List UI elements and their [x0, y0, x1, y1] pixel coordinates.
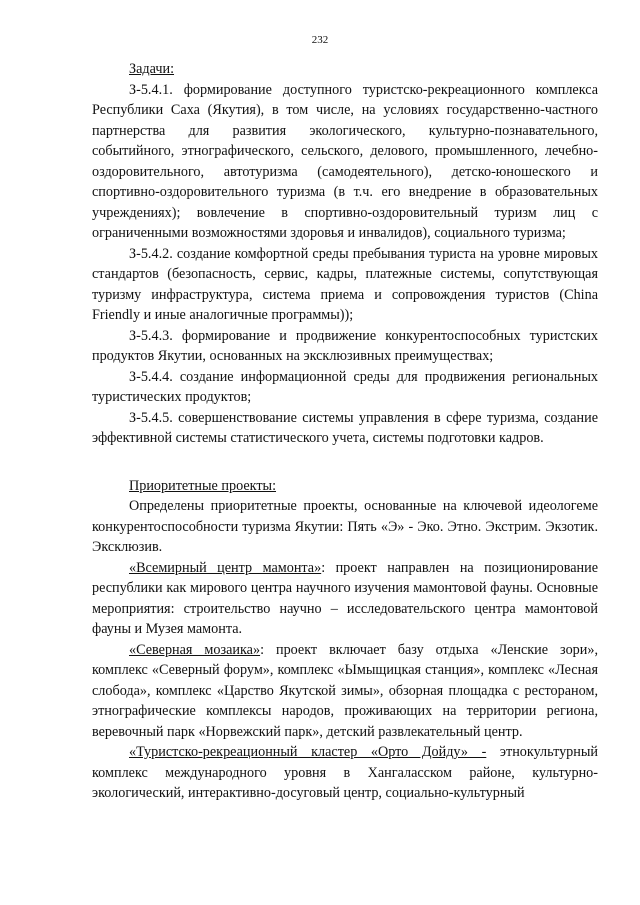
tasks-heading: Задачи: — [129, 61, 175, 77]
project-name: «Северная мозаика» — [129, 641, 261, 658]
page-number: 232 — [311, 34, 329, 46]
project-paragraph — [92, 640, 598, 743]
projects-heading: Приоритетные проекты: — [129, 477, 277, 494]
project-paragraph — [92, 558, 598, 640]
project-description: : проект включает базу отдыха «Ленские зори», комплекс «Северный форум», комплекс «Ымыщицкая станция», комплекс «Лесная слобода», комплекс «Царство Якутской зимы», обзорная площадка с рестораном, этнографические комплексы народов, проживающих на территории региона, веревочный парк «Норвежский парк», детский развлекательный центр. — [92, 641, 598, 740]
projects-intro: Определены приоритетные проекты, основанные на ключевой идеологеме конкурентоспособности туризма Якутии: Пять «Э» - Эко. Этно. Экстрим. Экзотик. Эксклюзив. — [92, 498, 598, 555]
project-description: : проект направлен на позиционирование республики как мирового центра научного изучения мамонтовой фауны. Основные мероприятия: строительство научно – исследовательского центра мамонтовой фауны и Музея мамонта. — [92, 559, 599, 637]
project-name: «Туристско-рекреационный кластер «Орто Дойду» - — [129, 744, 487, 760]
task-paragraph: З-5.4.2. создание комфортной среды пребывания туриста на уровне мировых стандартов (безопасность, сервис, кадры, платежные системы, сопутствующая туризму инфраструктура, система приема и сопровождения туристов (China Friendly и иные аналогичные программы)); — [92, 245, 598, 323]
task-paragraph: З-5.4.1. формирование доступного туристско-рекреационного комплекса Республики Саха (Якутия), в том числе, на условиях государственно-частного партнерства для развития экологического, культурно-познавательного, событийного, этнографического, сельского, делового, промышленного, лечебно-оздоровительного, автотуризма (самодеятельного), детско-юношеского и спортивно-оздоровительного туризма (в т.ч. его внедрение в образовательных учреждениях); вовлечение в спортивно-оздоровительный туризм лиц с ограниченными возможностями здоровья и инвалидов), социального туризма; — [92, 81, 598, 241]
section-gap — [92, 449, 598, 469]
task-paragraph: З-5.4.5. совершенствование системы управления в сфере туризма, создание эффективной системы статистического учета, системы подготовки кадров. — [92, 409, 598, 446]
task-paragraph: З-5.4.3. формирование и продвижение конкурентоспособных туристских продуктов Якутии, основанных на эксклюзивных преимуществах; — [92, 327, 598, 364]
project-paragraph — [92, 742, 598, 804]
task-paragraph: З-5.4.4. создание информационной среды для продвижения региональных туристических продуктов; — [92, 368, 598, 405]
page-content — [92, 59, 598, 804]
project-name: «Всемирный центр мамонта» — [129, 559, 322, 576]
project-description: этнокультурный комплекс международного уровня в Хангаласском районе, культурно-экологический, интерактивно-досуговый центр, социально-культурный — [92, 744, 598, 801]
